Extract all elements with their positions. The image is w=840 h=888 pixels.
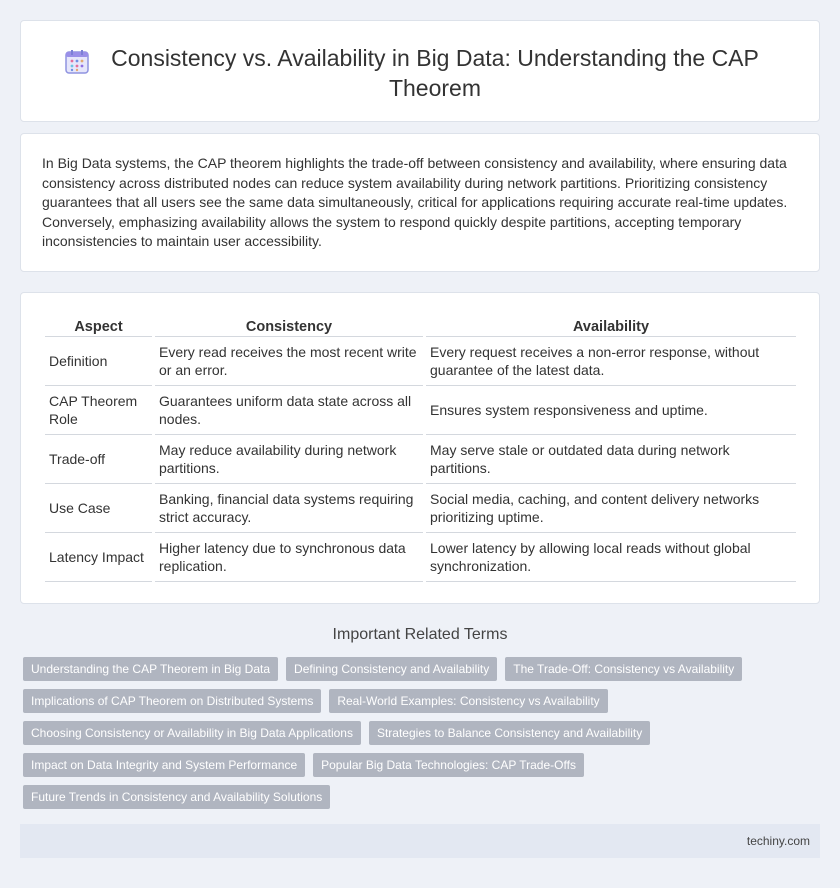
related-term-tag[interactable]: Implications of CAP Theorem on Distributed Systems — [23, 689, 321, 713]
table-cell-availability: Lower latency by allowing local reads without global synchronization. — [426, 533, 796, 582]
table-cell-aspect: CAP Theorem Role — [45, 386, 152, 435]
table-row — [45, 337, 796, 386]
table-row — [45, 484, 796, 533]
table-cell-aspect: Trade-off — [45, 435, 152, 484]
intro-card — [20, 133, 820, 272]
footer-site[interactable]: techiny.com — [746, 834, 810, 848]
related-term-tag[interactable]: Choosing Consistency or Availability in Big Data Applications — [23, 721, 361, 745]
header-availability: Availability — [426, 311, 796, 337]
table-cell-availability: Ensures system responsiveness and uptime. — [426, 386, 796, 435]
related-terms-title: Important Related Terms — [332, 626, 508, 643]
related-term-tag[interactable]: The Trade-Off: Consistency vs Availability — [505, 657, 742, 681]
table-cell-consistency: Higher latency due to synchronous data replication. — [155, 533, 423, 582]
page-title: Consistency vs. Availability in Big Data: Understanding the CAP Theorem — [111, 45, 759, 101]
related-term-tag[interactable]: Understanding the CAP Theorem in Big Data — [23, 657, 278, 681]
table-header-row — [45, 311, 796, 337]
table-cell-aspect: Use Case — [45, 484, 152, 533]
table-cell-aspect: Definition — [45, 337, 152, 386]
footer — [20, 824, 820, 858]
table-cell-availability: Every request receives a non-error response, without guarantee of the latest data. — [426, 337, 796, 386]
intro-paragraph: In Big Data systems, the CAP theorem highlights the trade-off between consistency and availability, where ensuring data consistency across distributed nodes can reduce system availability during network partitions. Prioritizing consistency guarantees that all users see the same data simultaneously, critical for applications requiring accurate real-time updates. Conversely, emphasizing availability allows the system to respond quickly despite partitions, accepting temporary inconsistencies to maintain user accessibility. — [42, 155, 788, 250]
table-cell-availability: May serve stale or outdated data during network partitions. — [426, 435, 796, 484]
related-term-tag[interactable]: Future Trends in Consistency and Availability Solutions — [23, 785, 330, 809]
related-term-tag[interactable]: Defining Consistency and Availability — [286, 657, 497, 681]
table-cell-consistency: Banking, financial data systems requiring strict accuracy. — [155, 484, 423, 533]
header-consistency: Consistency — [155, 311, 423, 337]
table-row — [45, 533, 796, 582]
comparison-table — [42, 311, 799, 582]
related-term-tag[interactable]: Real-World Examples: Consistency vs Availability — [329, 689, 607, 713]
related-term-tag[interactable]: Strategies to Balance Consistency and Availability — [369, 721, 650, 745]
header-aspect: Aspect — [45, 311, 152, 337]
table-cell-aspect: Latency Impact — [45, 533, 152, 582]
table-row — [45, 435, 796, 484]
table-row — [45, 386, 796, 435]
table-cell-consistency: Every read receives the most recent write or an error. — [155, 337, 423, 386]
comparison-card — [20, 292, 820, 604]
table-cell-consistency: May reduce availability during network partitions. — [155, 435, 423, 484]
related-term-tag[interactable]: Impact on Data Integrity and System Performance — [23, 753, 305, 777]
table-cell-consistency: Guarantees uniform data state across all nodes. — [155, 386, 423, 435]
related-terms-list — [23, 657, 783, 809]
related-term-tag[interactable]: Popular Big Data Technologies: CAP Trade-Offs — [313, 753, 584, 777]
title-card — [20, 20, 820, 122]
table-cell-availability: Social media, caching, and content delivery networks prioritizing uptime. — [426, 484, 796, 533]
